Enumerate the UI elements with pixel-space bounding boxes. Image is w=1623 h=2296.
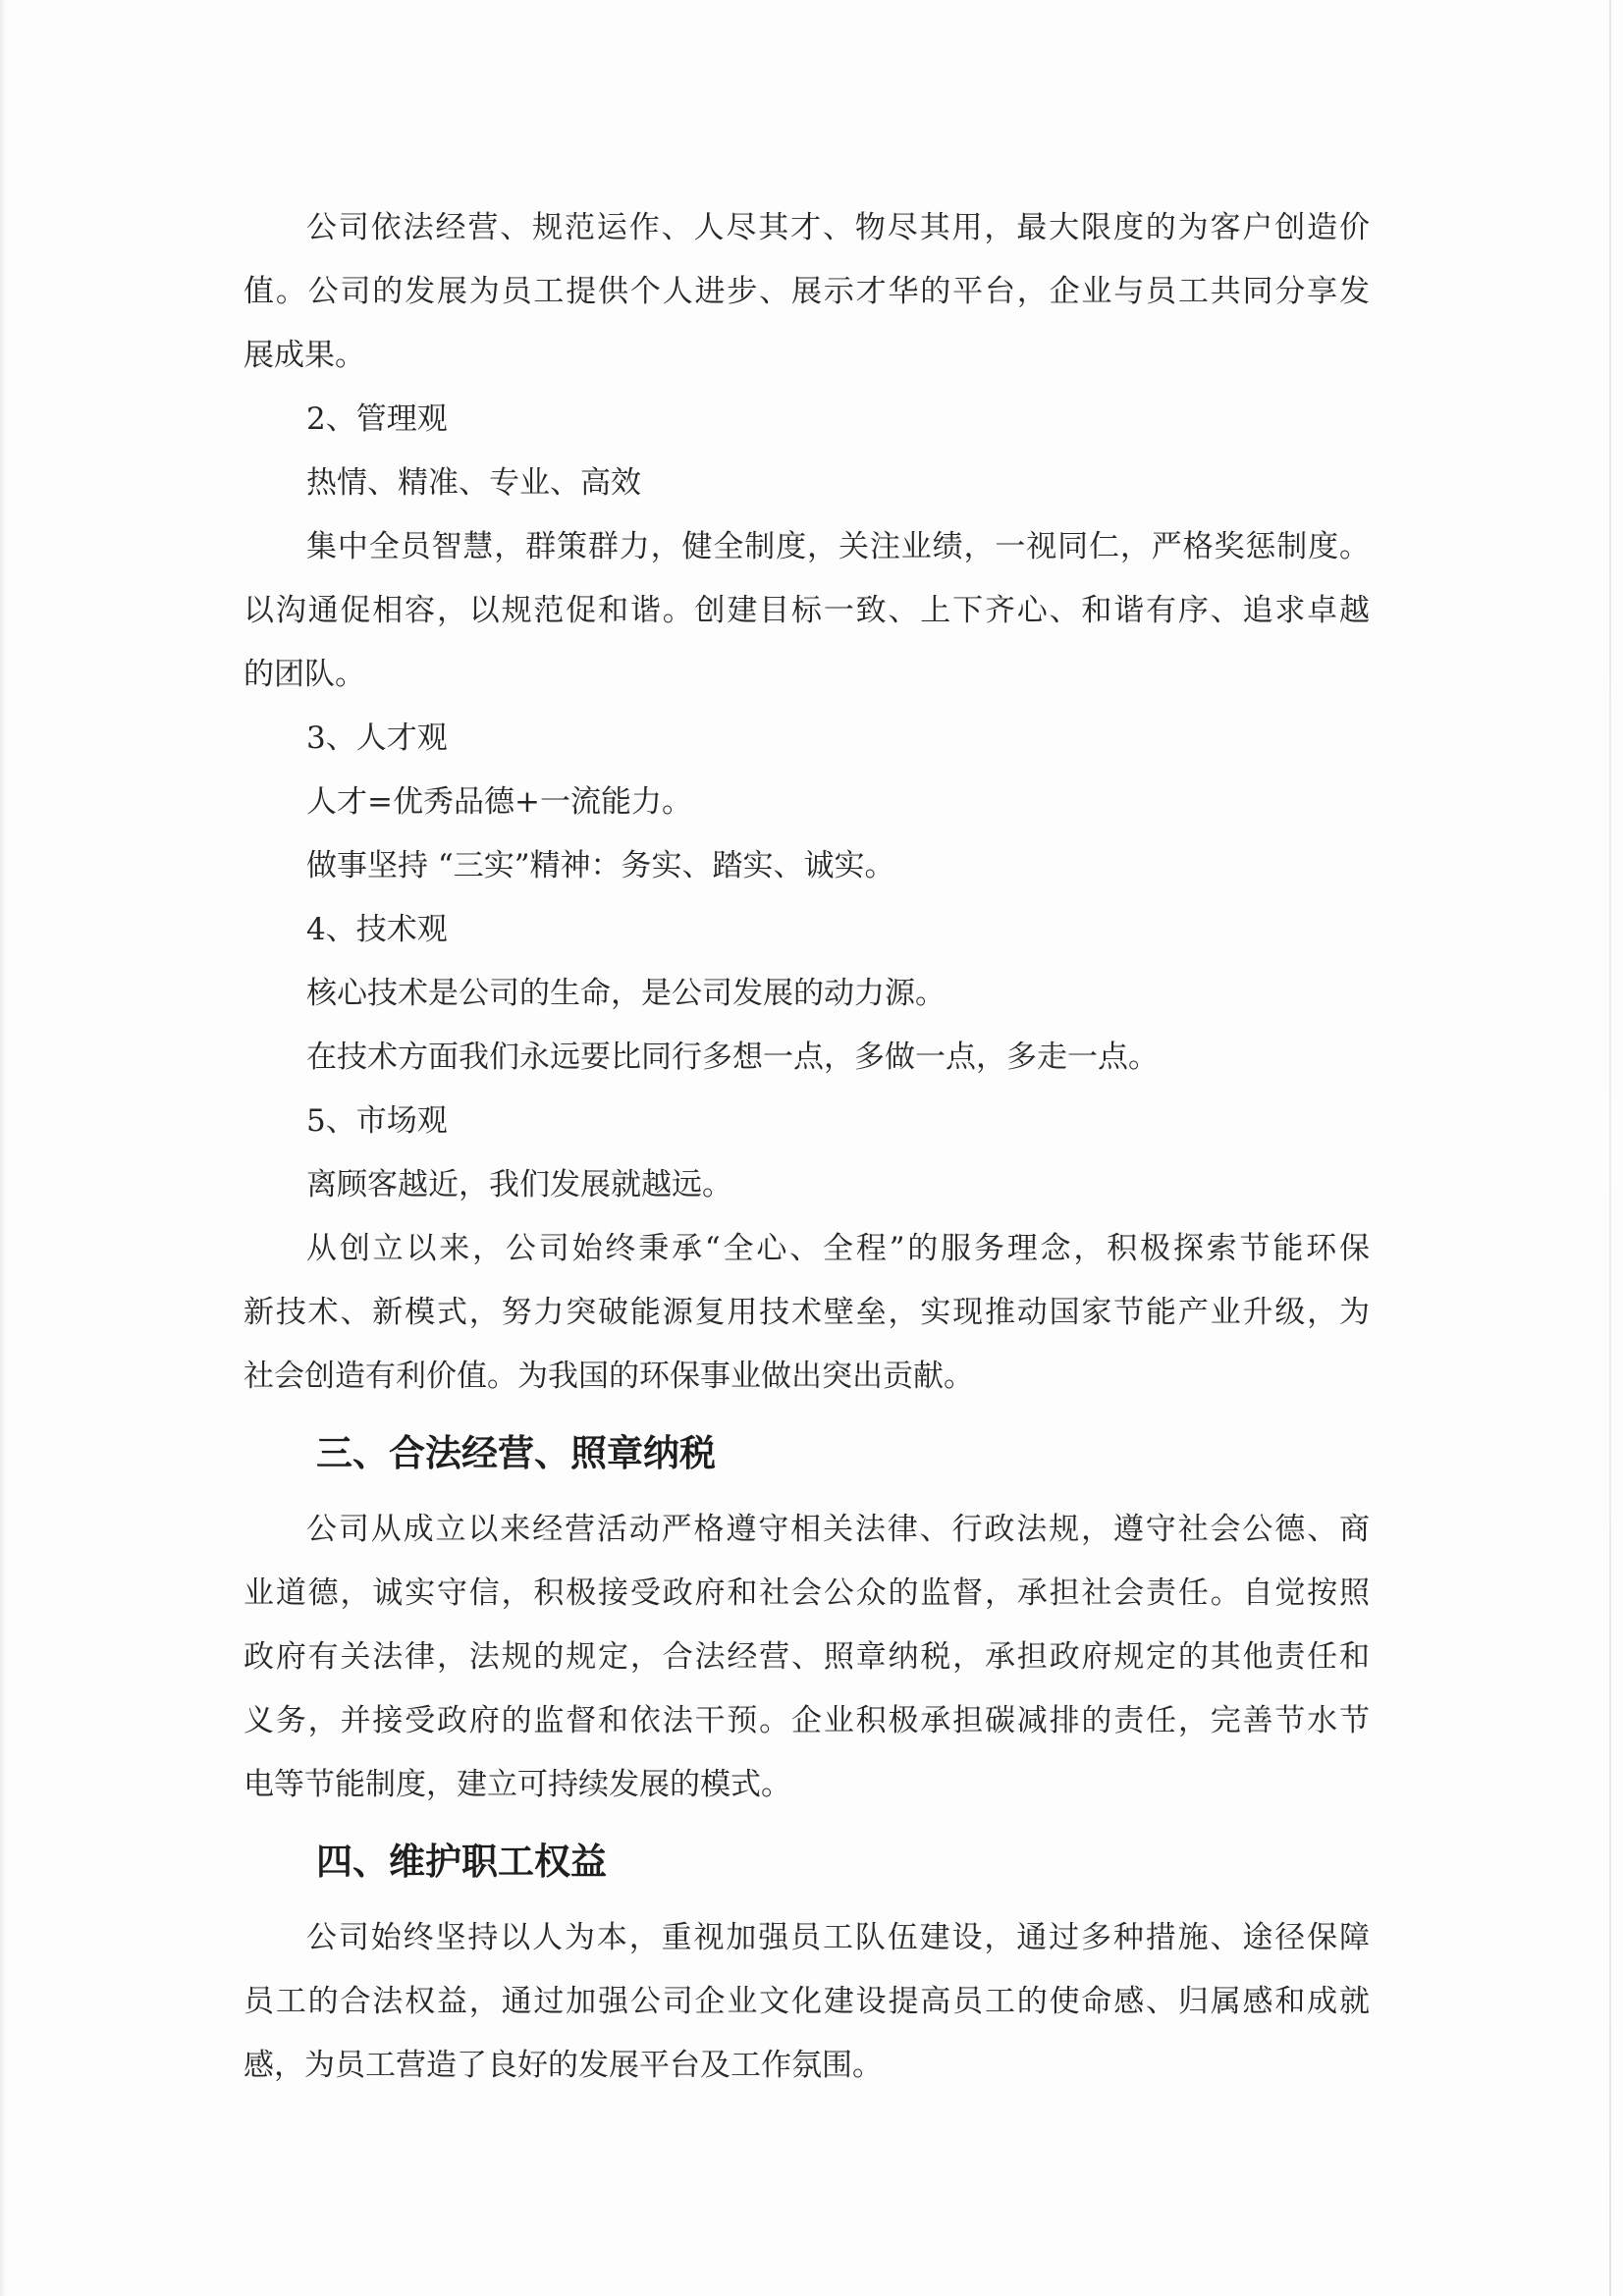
market-section — [243, 1090, 1370, 1217]
paragraph-line: 值。公司的发展为员工提供个人进步、展示才华的平台，企业与员工共同分享发 — [243, 274, 1370, 309]
technology-section — [243, 898, 1370, 1090]
section-employee-rights — [243, 1817, 1370, 2098]
paragraph-line: 的团队。 — [243, 657, 365, 692]
document-page — [243, 196, 1370, 2098]
scan-edge-left — [0, 0, 6, 2296]
paragraph-line: 公司从成立以来经营活动严格遵守相关法律、行政法规，遵守社会公德、商 — [306, 1512, 1370, 1547]
paragraph-line: 做事坚持 “三实”精神：务实、踏实、诚实。 — [306, 848, 895, 883]
paragraph-line: 从创立以来，公司始终秉承“全心、全程”的服务理念，积极探索节能环保 — [306, 1231, 1370, 1266]
paragraph-line: 集中全员智慧，群策群力，健全制度，关注业绩，一视同仁，严格奖惩制度。 — [306, 529, 1370, 564]
management-title: 2、管理观 — [306, 401, 448, 437]
paragraph-line: 公司依法经营、规范运作、人尽其才、物尽其用，最大限度的为客户创造价 — [306, 210, 1370, 245]
talent-section — [243, 707, 1370, 898]
paragraph-line: 公司始终坚持以人为本，重视加强员工队伍建设，通过多种措施、途径保障 — [306, 1920, 1370, 1955]
paragraph-line: 感，为员工营造了良好的发展平台及工作氛围。 — [243, 2048, 883, 2083]
paragraph-line: 展成果。 — [243, 338, 365, 373]
technology-title: 4、技术观 — [306, 912, 448, 947]
paragraph-line: 以沟通促相容，以规范促和谐。创建目标一致、上下齐心、和谐有序、追求卓越 — [243, 593, 1370, 628]
intro-paragraph — [243, 196, 1370, 388]
market-title: 5、市场观 — [306, 1103, 448, 1139]
management-motto: 热情、精准、专业、高效 — [306, 465, 641, 501]
scan-edge-right — [1609, 0, 1611, 2296]
paragraph-line: 业道德，诚实守信，积极接受政府和社会公众的监督，承担社会责任。自觉按照 — [243, 1575, 1370, 1611]
talent-title: 3、人才观 — [306, 721, 448, 756]
paragraph-line: 在技术方面我们永远要比同行多想一点，多做一点，多走一点。 — [306, 1040, 1159, 1075]
section-heading: 四、维护职工权益 — [316, 1840, 607, 1883]
paragraph-line: 核心技术是公司的生命，是公司发展的动力源。 — [306, 976, 946, 1011]
paragraph-line: 电等节能制度，建立可持续发展的模式。 — [243, 1767, 791, 1802]
paragraph-line: 人才=优秀品德+一流能力。 — [306, 784, 692, 820]
paragraph-line: 员工的合法权益，通过加强公司企业文化建设提高员工的使命感、归属感和成就 — [243, 1984, 1370, 2019]
paragraph-line: 义务，并接受政府的监督和依法干预。企业积极承担碳减排的责任，完善节水节 — [243, 1703, 1370, 1738]
section-heading: 三、合法经营、照章纳税 — [316, 1431, 716, 1474]
management-section — [243, 388, 1370, 707]
paragraph-line: 新技术、新模式，努力突破能源复用技术壁垒，实现推动国家节能产业升级，为 — [243, 1295, 1370, 1330]
paragraph-line: 离顾客越近，我们发展就越远。 — [306, 1167, 732, 1202]
summary-paragraph — [243, 1217, 1370, 1409]
paragraph-line: 政府有关法律，法规的规定，合法经营、照章纳税，承担政府规定的其他责任和 — [243, 1639, 1370, 1675]
paragraph-line: 社会创造有利价值。为我国的环保事业做出突出贡献。 — [243, 1359, 974, 1394]
section-legal-operation — [243, 1409, 1370, 1817]
